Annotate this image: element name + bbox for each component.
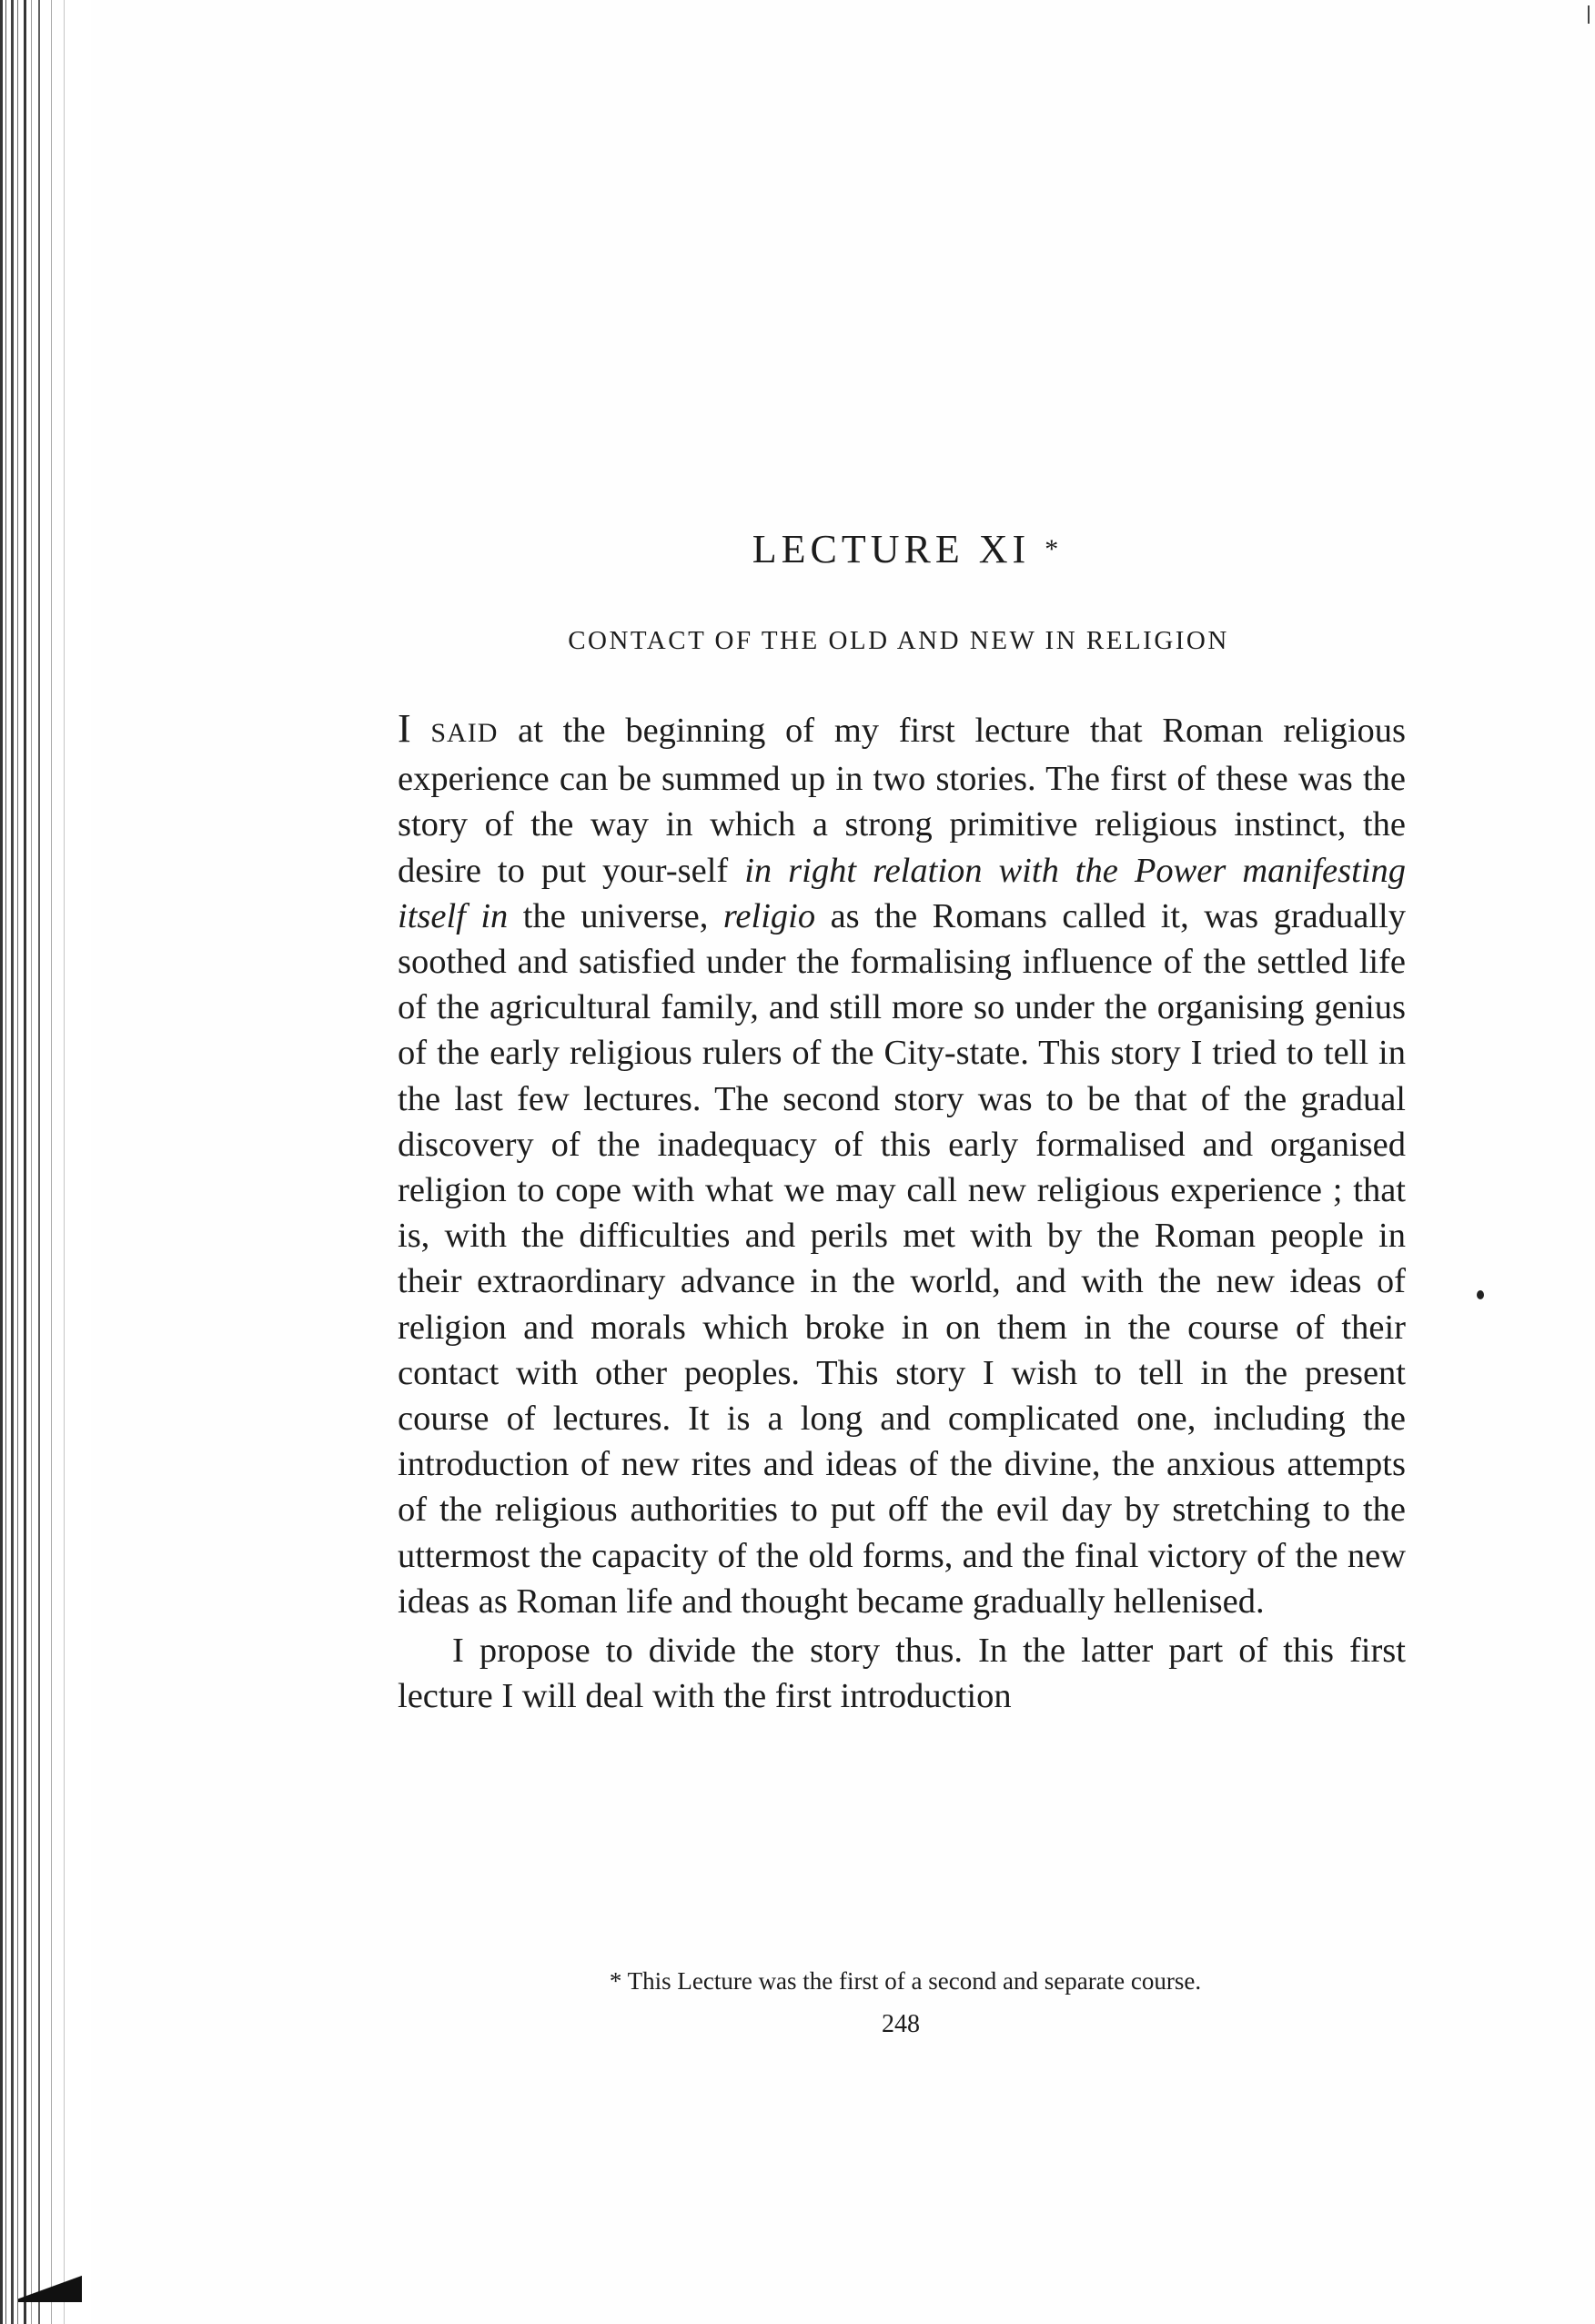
paragraph-1-part-3: as the Romans called it, was gradually soothed and satisfied under the formalising influence of the settled life of the agricultural family, and still more so under the organising genius of the early religious rulers of the City-state. This story I tried to tell in the last few lectures. The second story was to be that of the gradual discovery of the inadequacy of this early formalised and organised religion to cope with what we may call new religious experience ; that is, with the difficulties and perils met with by the Roman people in their extraordinary advance in the world, and with the new ideas of religion and morals which broke in on them in the course of their contact with other peoples. This story I wish to tell in the present course of lectures. It is a long and complicated one, including the introduction of new rites and ideas of the divine, the anxious attempts of the religious authorities to put off the evil day by stretching to the uttermost the capacity of the old forms, and the final victory of the new ideas as Roman life and thought became gradually hellenised. bbox=[398, 896, 1406, 1621]
scan-corner-mark bbox=[18, 2266, 82, 2302]
body-text bbox=[398, 706, 1406, 1719]
footnote-text: This Lecture was the first of a second and separate course. bbox=[627, 1967, 1202, 1995]
ink-speck bbox=[1477, 1290, 1484, 1299]
paragraph-2: I propose to divide the story thus. In the latter part of this first lecture I will deal with the first introduction bbox=[398, 1632, 1406, 1716]
lecture-title bbox=[0, 526, 1595, 573]
paragraph-1-part-1: at the beginning of my first lecture that Roman religious experience can be summed up in two stories. The first of these was the story of the way in which a strong primitive religious instinct, the desire to put your-self bbox=[398, 712, 1406, 890]
lecture-title-footnote-mark: * bbox=[1045, 534, 1059, 564]
paragraph-1 bbox=[398, 706, 1406, 1624]
paragraph-1-part-2: the universe, bbox=[508, 896, 723, 935]
page-number: 248 bbox=[882, 2010, 920, 2038]
paragraph-1-italic-word: religio bbox=[722, 896, 816, 935]
footnote bbox=[0, 1965, 1595, 1996]
smallcaps-word: SAID bbox=[430, 718, 499, 748]
footnote-mark: * bbox=[609, 1967, 622, 1995]
dropcap: I bbox=[398, 706, 411, 751]
ink-speck-top bbox=[1588, 5, 1590, 24]
lecture-title-text: LECTURE XI bbox=[752, 527, 1031, 571]
paragraph-1-italic-phrase: in right relation with the Power manifesting itself in bbox=[398, 851, 1406, 935]
lecture-subtitle: CONTACT OF THE OLD AND NEW IN RELIGION bbox=[568, 626, 1229, 655]
